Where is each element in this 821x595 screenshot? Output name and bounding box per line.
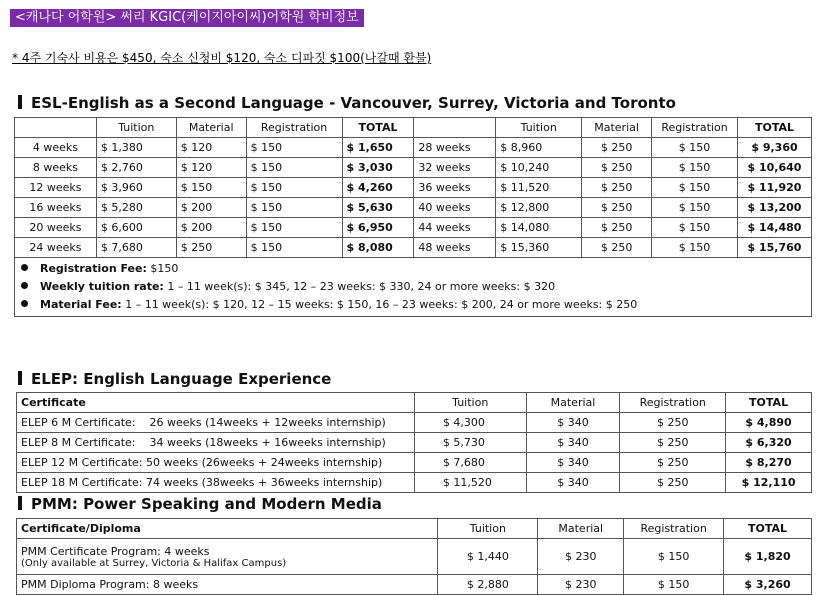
fee-cell: $ 4,890 [726,413,812,433]
duration-cell: 12 weeks [15,178,97,198]
fee-cell: $ 340 [526,413,620,433]
table-row [15,178,812,198]
heading-bar-icon [18,95,22,109]
table-row [17,433,812,453]
table-row [17,413,812,433]
fee-cell: $ 250 [582,238,652,258]
program-cell [17,539,438,575]
fee-cell: $ 250 [620,453,726,473]
column-header: Tuition [496,118,582,138]
fee-cell: $ 8,080 [342,238,414,258]
heading-bar-icon [18,496,22,510]
fee-cell: $ 6,950 [342,218,414,238]
fee-cell: $ 3,960 [96,178,176,198]
elep-heading [18,370,331,388]
fee-notes-row [15,258,812,317]
fee-cell: $ 2,760 [96,158,176,178]
column-header: Material [538,519,624,539]
table-row [15,158,812,178]
fee-note-item [21,296,805,314]
duration-cell: 32 weeks [414,158,496,178]
fee-note-label: Weekly tuition rate: [40,280,164,293]
fee-cell: $ 6,320 [726,433,812,453]
table-row [15,218,812,238]
fee-cell: $ 150 [624,539,724,575]
fee-cell: $ 13,200 [737,198,811,218]
pmm-fee-table [16,518,812,595]
fee-cell: $ 2,880 [438,575,538,595]
fee-cell: $ 250 [620,413,726,433]
table-row [17,453,812,473]
fee-cell: $ 9,360 [737,138,811,158]
fee-note-item [21,260,805,278]
fee-cell: $ 11,520 [414,473,526,493]
fee-cell: $ 150 [246,198,342,218]
bullet-icon [21,300,28,307]
heading-bar-icon [18,371,22,385]
esl-fee-table [14,117,812,317]
column-header: Tuition [438,519,538,539]
fee-note-text: $150 [146,262,179,275]
fee-cell: $ 4,260 [342,178,414,198]
fee-cell: $ 250 [582,178,652,198]
table-row [17,473,812,493]
elep-fee-table [16,392,812,493]
fee-cell: $ 11,520 [496,178,582,198]
fee-cell: $ 1,820 [724,539,812,575]
esl-heading [18,94,676,112]
bullet-icon [21,264,28,271]
fee-cell: $ 1,440 [438,539,538,575]
fee-note-label: Material Fee: [40,298,122,311]
fee-cell: $ 150 [652,218,738,238]
column-header [15,118,97,138]
program-cell: ELEP 18 M Certificate: 74 weeks (38weeks + 36weeks internship) [17,473,415,493]
duration-cell: 36 weeks [414,178,496,198]
fee-cell: $ 340 [526,433,620,453]
fee-cell: $ 200 [176,218,246,238]
duration-cell: 28 weeks [414,138,496,158]
fee-cell: $ 5,730 [414,433,526,453]
fee-cell: $ 11,920 [737,178,811,198]
fee-cell: $ 5,630 [342,198,414,218]
column-header: TOTAL [724,519,812,539]
duration-cell: 20 weeks [15,218,97,238]
program-name: PMM Diploma Program: 8 weeks [21,578,199,591]
bullet-icon [21,282,28,289]
fee-note-text: 1 – 11 week(s): $ 120, 12 – 15 weeks: $ 150, 16 – 23 weeks: $ 200, 24 or more weeks: $ 250 [121,298,638,311]
duration-cell: 24 weeks [15,238,97,258]
duration-cell: 16 weeks [15,198,97,218]
fee-cell: $ 200 [176,198,246,218]
program-note: (Only available at Surrey, Victoria & Halifax Campus) [21,557,287,569]
column-header: Material [176,118,246,138]
fee-cell: $ 230 [538,539,624,575]
column-header: Tuition [414,393,526,413]
fee-cell: $ 10,640 [737,158,811,178]
program-cell: ELEP 12 M Certificate: 50 weeks (26weeks + 24weeks internship) [17,453,415,473]
fee-cell: $ 6,600 [96,218,176,238]
duration-cell: 40 weeks [414,198,496,218]
column-header: Certificate/Diploma [17,519,438,539]
column-header: TOTAL [342,118,414,138]
table-row [15,238,812,258]
program-cell [17,575,438,595]
fee-cell: $ 14,080 [496,218,582,238]
fee-cell: $ 150 [652,178,738,198]
elep-heading-text: ELEP: English Language Experience [31,370,332,388]
column-header: Certificate [17,393,415,413]
fee-cell: $ 15,360 [496,238,582,258]
table-row [15,198,812,218]
table-row [17,575,812,595]
program-cell: ELEP 6 M Certificate: 26 weeks (14weeks + 12weeks internship) [17,413,415,433]
table-row [17,539,812,575]
fee-cell: $ 250 [582,198,652,218]
fee-cell: $ 1,380 [96,138,176,158]
fee-cell: $ 150 [652,138,738,158]
duration-cell: 44 weeks [414,218,496,238]
column-header [414,118,496,138]
pmm-heading [18,495,382,513]
fee-cell: $ 150 [246,238,342,258]
fee-cell: $ 8,270 [726,453,812,473]
table-header-row [15,118,812,138]
fee-cell: $ 150 [652,238,738,258]
pmm-heading-text: PMM: Power Speaking and Modern Media [31,495,382,513]
fee-cell: $ 7,680 [96,238,176,258]
fee-cell: $ 10,240 [496,158,582,178]
column-header: TOTAL [726,393,812,413]
fee-cell: $ 8,960 [496,138,582,158]
program-cell: ELEP 8 M Certificate: 34 weeks (18weeks + 16weeks internship) [17,433,415,453]
fee-cell: $ 150 [652,158,738,178]
fee-cell: $ 250 [582,218,652,238]
fee-cell: $ 340 [526,473,620,493]
fee-cell: $ 7,680 [414,453,526,473]
fee-cell: $ 5,280 [96,198,176,218]
fee-cell: $ 3,030 [342,158,414,178]
column-header: Tuition [96,118,176,138]
fee-cell: $ 1,650 [342,138,414,158]
fee-cell: $ 150 [652,198,738,218]
fee-cell: $ 14,480 [737,218,811,238]
fee-cell: $ 120 [176,138,246,158]
fee-note-label: Registration Fee: [40,262,147,275]
fee-cell: $ 230 [538,575,624,595]
column-header: Material [526,393,620,413]
duration-cell: 8 weeks [15,158,97,178]
fee-cell: $ 250 [176,238,246,258]
fee-note-text: 1 – 11 week(s): $ 345, 12 – 23 weeks: $ 330, 24 or more weeks: $ 320 [163,280,556,293]
fee-cell: $ 15,760 [737,238,811,258]
esl-heading-text: ESL-English as a Second Language - Vancouver, Surrey, Victoria and Toronto [31,94,676,112]
fee-cell: $ 4,300 [414,413,526,433]
column-header: Material [582,118,652,138]
fee-cell: $ 12,110 [726,473,812,493]
column-header: Registration [624,519,724,539]
fee-cell: $ 150 [246,138,342,158]
column-header: Registration [620,393,726,413]
dormitory-note: * 4주 기숙사 비용은 $450, 숙소 신청비 $120, 숙소 디파짓 $100(나갈때 환불) [12,51,432,65]
column-header: Registration [652,118,738,138]
table-header-row [17,393,812,413]
duration-cell: 48 weeks [414,238,496,258]
fee-cell: $ 12,800 [496,198,582,218]
column-header: Registration [246,118,342,138]
table-header-row [17,519,812,539]
fee-cell: $ 150 [624,575,724,595]
fee-cell: $ 340 [526,453,620,473]
fee-cell: $ 250 [620,433,726,453]
fee-cell: $ 150 [176,178,246,198]
fee-cell: $ 120 [176,158,246,178]
fee-cell: $ 150 [246,158,342,178]
fee-cell: $ 3,260 [724,575,812,595]
fee-note-item [21,278,805,296]
fee-notes [15,258,812,317]
program-name: PMM Certificate Program: 4 weeks [21,544,210,558]
page-title: <캐나다 어학원> 써리 KGIC(케이지아이씨)어학원 학비정보 [10,9,364,27]
fee-cell: $ 250 [582,158,652,178]
fee-cell: $ 250 [620,473,726,493]
fee-cell: $ 150 [246,178,342,198]
column-header: TOTAL [737,118,811,138]
fee-cell: $ 250 [582,138,652,158]
table-row [15,138,812,158]
fee-cell: $ 150 [246,218,342,238]
duration-cell: 4 weeks [15,138,97,158]
